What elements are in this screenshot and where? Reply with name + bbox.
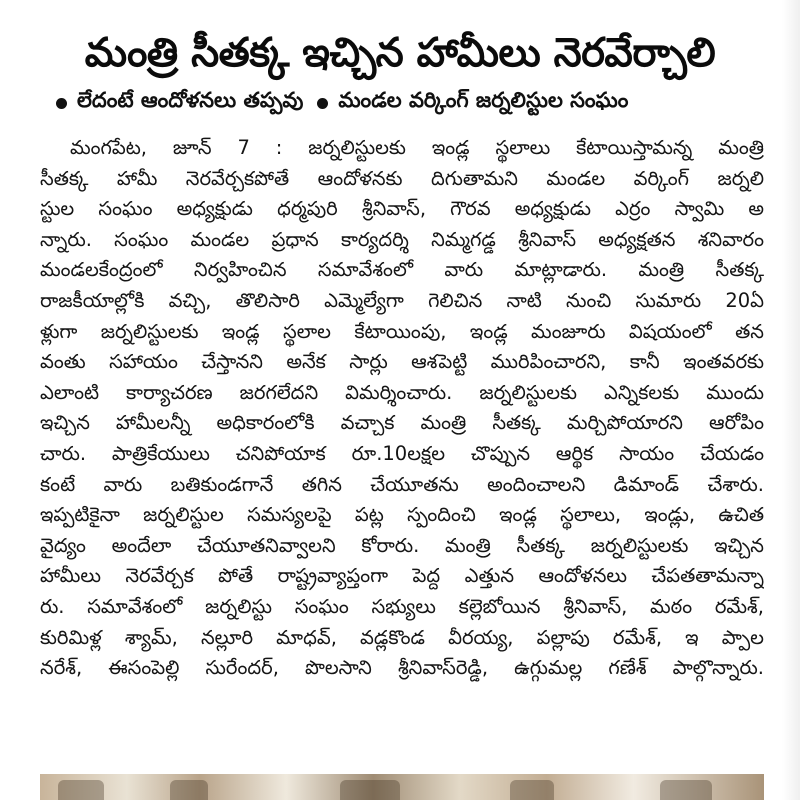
body-line: న్నారు. సంఘం మండల ప్రధాన కార్యదర్శి నిమ్మగడ్డ శ్రీనివాస్ అధ్యక్షతన శనివారం (40, 227, 764, 251)
body-line: స్టుల సంఘం అధ్యక్షుడు ధర్మపురి శ్రీనివాస్, గౌరవ అధ్యక్షుడు ఎర్రం స్వామి అ (40, 197, 764, 221)
body-line: మంగపేట, జూన్ 7 : జర్నలిస్టులకు ఇండ్ల స్థలాలు కేటాయిస్తామన్న మంత్రి (70, 136, 764, 159)
photo-figure (340, 780, 400, 800)
headline: మంత్రి సీతక్క ఇచ్చిన హామీలు నెరవేర్చాలి (84, 30, 716, 76)
subheadline-text: మండల వర్కింగ్ జర్నలిస్టుల సంఘం (338, 88, 629, 112)
body-line: ళ్లుగా జర్నలిస్టులకు ఇండ్ల స్థలాల కేటాయింపు, ఇండ్ల మంజూరు విషయంలో తన (40, 319, 764, 343)
body-line: మండలకేంద్రంలో నిర్వహించిన సమావేశంలో వారు మాట్లాడారు. మంత్రి సీతక్క (40, 258, 764, 282)
body-line: నరేశ్, ఈసంపెల్లి సురేందర్, పొలసాని శ్రీనివాస్‌రెడ్డి, ఉగ్గుమల్ల గణేశ్ పాల్గొన్నారు. (40, 656, 764, 680)
photo-figure (660, 780, 712, 800)
body-line: వంతు సహాయం చేస్తానని అనేక సార్లు ఆశపెట్టి మురిపించారని, కానీ ఇంతవరకు (40, 350, 764, 374)
body-line: వైద్యం అందేలా చేయూతనివ్వాలని కోరారు. మంత్రి సీతక్క జర్నలిస్టులకు ఇచ్చిన (40, 533, 764, 557)
subheadline-1 (56, 88, 303, 118)
body-line: సీతక్క హామీ నెరవేర్చకపోతే ఆందోళనకు దిగుతామని మండల వర్కింగ్ జర్నలి (40, 166, 764, 190)
photo-figure (510, 780, 554, 800)
bullet-icon (317, 98, 328, 109)
photo-figure (170, 780, 208, 800)
photo-edge (40, 774, 764, 800)
page-edge-shadow (782, 0, 800, 800)
body-line: ఎలాంటి కార్యాచరణ జరగలేదని విమర్శించారు. జర్నలిస్టులకు ఎన్నికలకు ముందు (40, 380, 764, 404)
subheadline-text: లేదంటే ఆందోళనలు తప్పవు (77, 88, 304, 112)
body-line: రాజకీయాల్లోకి వచ్చి, తొలిసారి ఎమ్మెల్యేగా గెలిచిన నాటి నుంచి సుమారు 20ఏ (40, 288, 764, 312)
body-line: చారు. పాత్రికేయులు చనిపోయాక రూ.10లక్షల చొప్పున ఆర్థిక సాయం చేయడం (40, 441, 764, 465)
body-line: కంటే వారు బతికుండగానే తగిన చేయూతను అందించాలని డిమాండ్ చేశారు. (40, 472, 764, 496)
article-body (40, 133, 764, 773)
body-line: హామీలు నెరవేర్చక పోతే రాష్ట్రవ్యాప్తంగా పెద్ద ఎత్తున ఆందోళనలు చేపతతామన్నా (40, 564, 764, 588)
bullet-icon (56, 98, 67, 109)
body-line: కురిమిళ్ల శ్యామ్, నల్లూరి మాధవ్, వడ్లకొండ వీరయ్య, పల్లాపు రమేశ్, ఇ ప్పాల (40, 625, 764, 649)
body-line: రు. సమావేశంలో జర్నలిస్టు సంఘం సభ్యులు కల్లెబోయిన శ్రీనివాస్, మఠం రమేశ్, (40, 594, 764, 618)
subheadline-row (56, 88, 776, 118)
body-line: ఇచ్చిన హామీలన్నీ అధికారంలోకి వచ్చాక మంత్రి సీతక్క మర్చిపోయారని ఆరోపిం (40, 411, 764, 435)
subheadline-2 (317, 88, 628, 118)
body-line: ఇప్పటికైనా జర్నలిస్టుల సమస్యలపై పట్ల స్పందించి ఇండ్ల స్థలాలు, ఇండ్లు, ఉచిత (40, 503, 764, 527)
photo-figure (58, 780, 104, 800)
